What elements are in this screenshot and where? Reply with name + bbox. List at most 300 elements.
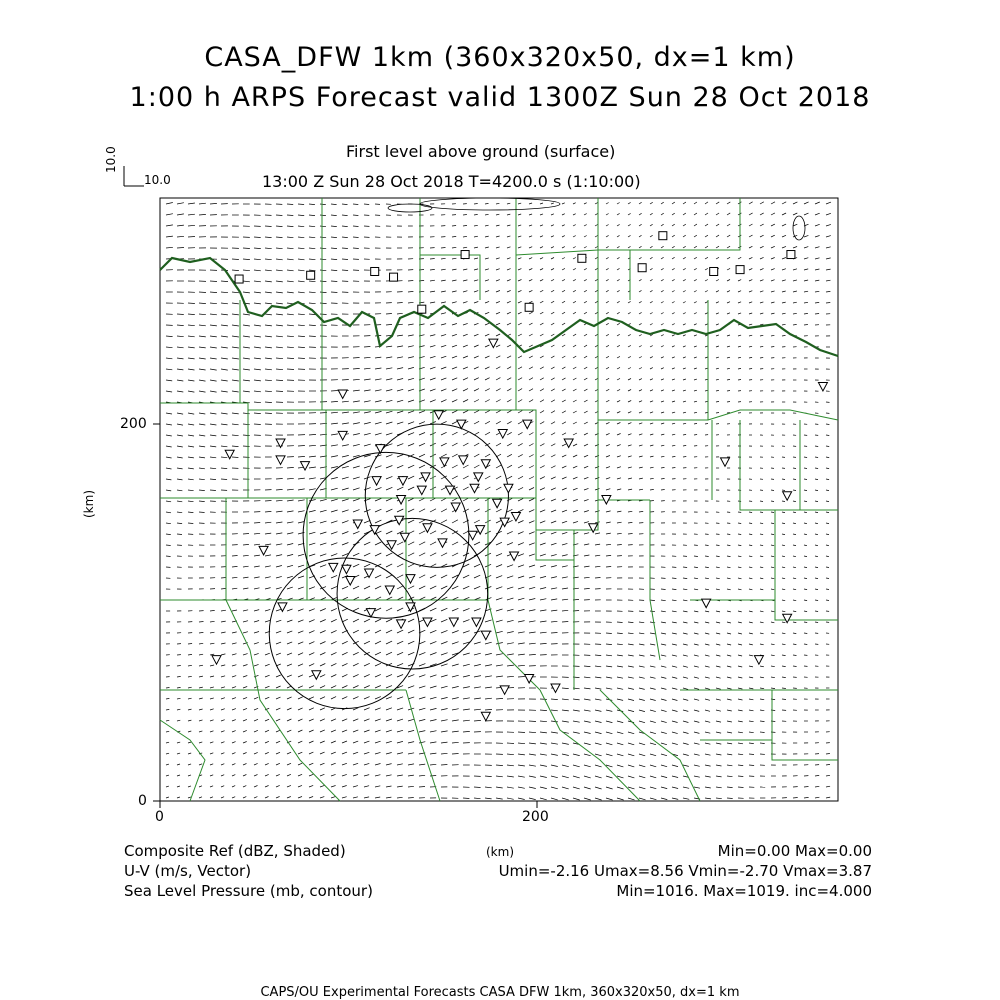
wind-vector bbox=[243, 577, 249, 578]
wind-vector bbox=[210, 709, 214, 710]
wind-vector bbox=[826, 501, 829, 502]
wind-vector bbox=[254, 336, 261, 337]
wind-vector bbox=[573, 710, 580, 711]
wind-vector bbox=[397, 542, 403, 545]
wind-vector bbox=[738, 534, 741, 535]
wind-vector bbox=[760, 246, 764, 248]
wind-vector bbox=[408, 444, 414, 447]
wind-vector bbox=[496, 389, 501, 391]
wind-vector bbox=[408, 742, 414, 743]
wind-vector bbox=[617, 765, 623, 767]
wind-vector bbox=[166, 214, 173, 215]
wind-vector bbox=[342, 270, 348, 271]
wind-vector bbox=[419, 708, 425, 710]
station-marker bbox=[406, 575, 415, 584]
wind-vector bbox=[375, 509, 381, 512]
wind-vector bbox=[540, 378, 544, 380]
wind-vector bbox=[595, 511, 600, 512]
wind-vector bbox=[650, 456, 654, 457]
wind-vector bbox=[309, 532, 315, 534]
wind-vector bbox=[562, 312, 565, 314]
wind-vector bbox=[408, 411, 414, 413]
wind-vector bbox=[452, 280, 457, 281]
wind-vector bbox=[331, 730, 336, 732]
wind-vector bbox=[551, 323, 554, 325]
wind-vector bbox=[199, 687, 203, 688]
wind-vector bbox=[320, 259, 326, 260]
wind-vector bbox=[177, 720, 180, 721]
wind-vector bbox=[507, 565, 513, 567]
wind-vector bbox=[628, 644, 634, 645]
wind-vector bbox=[375, 708, 381, 710]
wind-vector bbox=[815, 446, 818, 447]
wind-vector bbox=[188, 413, 194, 414]
wind-vector bbox=[331, 467, 338, 469]
wind-vector bbox=[243, 534, 249, 535]
wind-vector bbox=[562, 477, 567, 479]
wind-vector bbox=[804, 269, 808, 270]
wind-vector bbox=[166, 391, 172, 392]
wind-vector bbox=[298, 358, 305, 359]
wind-vector bbox=[749, 335, 752, 336]
wind-vector bbox=[716, 589, 720, 590]
wind-vector bbox=[749, 578, 752, 579]
wind-vector bbox=[276, 544, 282, 545]
wind-vector bbox=[584, 787, 591, 789]
square-marker bbox=[787, 251, 795, 259]
wind-vector bbox=[518, 732, 525, 733]
wind-vector bbox=[419, 586, 425, 589]
wind-vector bbox=[606, 312, 609, 314]
wind-vector bbox=[661, 279, 664, 281]
wind-vector bbox=[452, 520, 458, 523]
station-marker bbox=[423, 618, 432, 627]
station-marker bbox=[398, 477, 407, 486]
wind-vector bbox=[265, 588, 271, 589]
wind-vector bbox=[298, 697, 303, 699]
wind-vector bbox=[562, 203, 565, 204]
wind-vector bbox=[716, 357, 719, 358]
wind-vector bbox=[518, 312, 522, 314]
wind-vector bbox=[496, 654, 503, 655]
wind-vector bbox=[331, 281, 337, 282]
wind-vector bbox=[485, 687, 492, 688]
wind-vector bbox=[661, 721, 667, 723]
wind-vector bbox=[386, 433, 392, 435]
wind-vector bbox=[221, 665, 225, 666]
wind-vector bbox=[584, 488, 589, 490]
wind-vector bbox=[540, 334, 543, 336]
wind-vector bbox=[408, 324, 414, 325]
wind-vector bbox=[309, 797, 313, 799]
wind-vector bbox=[562, 566, 568, 567]
wind-vector bbox=[606, 544, 611, 545]
wind-vector bbox=[452, 608, 458, 611]
wind-vector bbox=[617, 356, 620, 358]
wind-vector bbox=[177, 424, 183, 425]
wind-vector bbox=[199, 512, 205, 513]
wind-vector bbox=[617, 798, 624, 800]
wind-vector bbox=[452, 586, 458, 589]
wind-vector bbox=[551, 444, 555, 446]
wind-vector bbox=[507, 269, 511, 270]
wind-vector bbox=[815, 291, 819, 292]
square-marker bbox=[307, 271, 315, 279]
wind-vector bbox=[551, 203, 554, 204]
wind-vector bbox=[232, 380, 239, 381]
wind-vector bbox=[749, 743, 754, 744]
wind-vector bbox=[199, 643, 203, 644]
wind-vector bbox=[826, 754, 830, 755]
wind-vector bbox=[254, 653, 259, 655]
wind-vector bbox=[287, 587, 293, 589]
wind-vector bbox=[364, 347, 370, 348]
wind-vector bbox=[353, 630, 359, 633]
wind-vector bbox=[804, 523, 807, 524]
wind-vector bbox=[210, 753, 213, 754]
level-subtitle: First level above ground (surface) bbox=[346, 142, 616, 161]
wind-vector bbox=[529, 301, 532, 303]
wind-vector bbox=[309, 292, 316, 293]
wind-vector bbox=[749, 512, 752, 513]
wind-vector bbox=[771, 224, 775, 226]
wind-vector bbox=[771, 347, 774, 348]
wind-vector bbox=[551, 765, 558, 767]
wind-vector bbox=[441, 709, 448, 711]
wind-vector bbox=[661, 246, 664, 248]
wind-vector bbox=[353, 786, 358, 787]
wind-vector bbox=[243, 588, 248, 589]
wind-vector bbox=[782, 302, 786, 303]
wind-vector bbox=[749, 313, 752, 314]
wind-vector bbox=[485, 709, 492, 710]
wind-vector bbox=[771, 677, 775, 678]
wind-vector bbox=[650, 489, 654, 490]
wind-vector bbox=[188, 786, 191, 787]
wind-vector bbox=[727, 291, 730, 292]
wind-vector bbox=[760, 257, 764, 259]
wind-vector bbox=[452, 631, 459, 634]
wind-vector bbox=[375, 487, 382, 490]
wind-vector bbox=[661, 202, 664, 204]
wind-vector bbox=[177, 534, 182, 535]
wind-vector bbox=[441, 454, 447, 457]
wind-vector bbox=[309, 675, 314, 677]
station-marker bbox=[385, 586, 394, 595]
wind-vector bbox=[232, 632, 237, 633]
wind-vector bbox=[628, 224, 631, 226]
wind-vector bbox=[430, 764, 436, 765]
wind-vector bbox=[661, 379, 664, 380]
wind-vector bbox=[639, 456, 643, 457]
wind-vector bbox=[265, 325, 272, 326]
wind-vector bbox=[551, 543, 557, 545]
wind-vector bbox=[397, 455, 403, 458]
wind-vector bbox=[221, 621, 226, 622]
wind-vector bbox=[793, 202, 797, 204]
wind-vector bbox=[309, 478, 316, 479]
wind-vector bbox=[419, 443, 425, 446]
wind-vector bbox=[199, 336, 206, 337]
wind-vector bbox=[166, 775, 169, 776]
wind-vector bbox=[485, 676, 492, 677]
wind-vector bbox=[584, 301, 587, 303]
wind-vector bbox=[617, 754, 623, 756]
wind-vector bbox=[177, 336, 184, 337]
wind-vector bbox=[188, 665, 192, 666]
wind-vector bbox=[441, 553, 447, 556]
wind-vector bbox=[430, 259, 435, 260]
wind-vector bbox=[309, 500, 316, 502]
wind-vector bbox=[474, 653, 481, 655]
wind-vector bbox=[463, 236, 467, 237]
wind-vector bbox=[287, 642, 292, 644]
wind-vector bbox=[617, 235, 620, 237]
wind-vector bbox=[595, 721, 602, 723]
wind-vector bbox=[452, 698, 459, 700]
wind-vector bbox=[518, 621, 525, 622]
wind-vector bbox=[463, 345, 468, 347]
wind-vector bbox=[650, 644, 655, 645]
wind-vector bbox=[276, 741, 280, 743]
wind-vector bbox=[331, 797, 336, 798]
wind-vector bbox=[771, 666, 775, 667]
wind-vector bbox=[452, 236, 456, 237]
wind-vector bbox=[639, 787, 645, 789]
wind-vector bbox=[540, 765, 547, 766]
wind-vector bbox=[628, 312, 631, 314]
wind-vector bbox=[496, 520, 502, 523]
wind-vector bbox=[562, 268, 565, 270]
wind-vector bbox=[441, 324, 446, 325]
wind-vector bbox=[771, 622, 774, 623]
wind-vector bbox=[573, 787, 580, 789]
wind-vector bbox=[661, 401, 664, 402]
wind-vector bbox=[694, 279, 697, 281]
wind-vector bbox=[452, 400, 457, 402]
wind-vector bbox=[452, 378, 457, 380]
wind-vector bbox=[738, 257, 741, 259]
wind-vector bbox=[507, 203, 510, 204]
wind-vector bbox=[375, 730, 381, 732]
wind-vector bbox=[617, 301, 620, 303]
wind-vector bbox=[364, 564, 370, 567]
wind-vector bbox=[507, 609, 514, 611]
wind-vector bbox=[375, 786, 380, 787]
wind-vector bbox=[485, 653, 492, 655]
wind-vector bbox=[518, 776, 525, 777]
wind-vector bbox=[749, 346, 752, 347]
wind-vector bbox=[353, 741, 358, 743]
wind-vector bbox=[518, 356, 522, 358]
wind-vector bbox=[573, 466, 577, 468]
wind-vector bbox=[474, 291, 478, 292]
wind-vector bbox=[793, 501, 796, 502]
wind-vector bbox=[529, 389, 533, 391]
wind-vector bbox=[331, 237, 337, 238]
wind-vector bbox=[430, 720, 437, 722]
wind-vector bbox=[397, 379, 403, 381]
wind-vector bbox=[507, 400, 511, 403]
wind-vector bbox=[661, 611, 666, 612]
wind-vector bbox=[474, 334, 479, 336]
wind-vector bbox=[793, 302, 797, 303]
wind-vector bbox=[463, 225, 467, 226]
wind-vector bbox=[485, 312, 489, 314]
wind-vector bbox=[364, 488, 371, 490]
wind-vector bbox=[518, 214, 521, 215]
wind-vector bbox=[716, 776, 722, 777]
wind-vector bbox=[375, 357, 381, 358]
wind-vector bbox=[584, 367, 587, 369]
wind-vector bbox=[342, 697, 347, 699]
wind-vector bbox=[628, 666, 634, 667]
wind-vector bbox=[551, 301, 554, 303]
wind-vector bbox=[397, 400, 403, 402]
wind-vector bbox=[441, 575, 447, 578]
wind-vector bbox=[364, 641, 370, 644]
wind-vector bbox=[540, 565, 546, 567]
wind-vector bbox=[221, 479, 227, 480]
wind-vector bbox=[694, 235, 697, 237]
wind-vector bbox=[375, 553, 381, 556]
wind-vector bbox=[694, 655, 699, 656]
wind-vector bbox=[441, 356, 446, 358]
wind-vector bbox=[221, 578, 226, 579]
wind-vector bbox=[188, 203, 195, 204]
wind-vector bbox=[683, 567, 687, 568]
wind-vector bbox=[419, 641, 425, 644]
wind-vector bbox=[716, 413, 719, 414]
wind-vector bbox=[287, 533, 293, 534]
wind-vector bbox=[782, 313, 786, 314]
wind-vector bbox=[639, 478, 643, 479]
wind-vector bbox=[705, 776, 711, 777]
wind-vector bbox=[617, 279, 620, 281]
wind-vector bbox=[518, 487, 523, 490]
wind-vector bbox=[529, 643, 536, 644]
wind-vector bbox=[463, 687, 470, 688]
wind-vector bbox=[177, 325, 184, 326]
wind-vector bbox=[452, 291, 457, 292]
wind-vector bbox=[232, 797, 235, 798]
wind-vector bbox=[705, 688, 710, 689]
wind-vector bbox=[551, 214, 554, 215]
wind-vector bbox=[210, 720, 214, 721]
wind-vector bbox=[727, 589, 731, 590]
wind-vector bbox=[276, 391, 283, 392]
wind-vector bbox=[496, 609, 503, 611]
wind-vector bbox=[705, 224, 708, 226]
wind-vector bbox=[727, 346, 730, 347]
wind-vector bbox=[826, 424, 829, 425]
wind-vector bbox=[452, 324, 457, 326]
wind-vector bbox=[177, 490, 182, 491]
wind-vector bbox=[298, 730, 302, 732]
wind-vector bbox=[375, 379, 382, 380]
wind-vector bbox=[441, 389, 446, 391]
wind-vector bbox=[287, 511, 294, 512]
wind-vector bbox=[243, 708, 247, 710]
wind-vector bbox=[287, 281, 294, 282]
wind-vector bbox=[551, 279, 554, 281]
wind-vector bbox=[397, 444, 403, 446]
wind-vector bbox=[661, 633, 666, 634]
wind-vector bbox=[518, 743, 525, 744]
wind-vector bbox=[672, 600, 677, 601]
wind-vector bbox=[683, 279, 686, 281]
wind-vector bbox=[551, 411, 555, 413]
wind-vector bbox=[298, 226, 304, 227]
wind-vector bbox=[276, 785, 280, 787]
wind-vector bbox=[254, 566, 260, 567]
wind-vector bbox=[694, 346, 697, 347]
wind-vector bbox=[518, 465, 523, 468]
wind-vector bbox=[364, 542, 370, 545]
wind-vector bbox=[727, 567, 731, 568]
wind-vector bbox=[386, 619, 392, 622]
wind-vector bbox=[309, 336, 316, 337]
wind-vector bbox=[276, 752, 280, 754]
wind-vector bbox=[507, 236, 510, 237]
wind-vector bbox=[265, 270, 272, 271]
wind-vector bbox=[243, 347, 250, 348]
wind-vector bbox=[716, 291, 719, 292]
wind-vector bbox=[617, 655, 623, 656]
wind-vector bbox=[529, 654, 536, 655]
wind-vector bbox=[507, 290, 511, 292]
wind-vector bbox=[815, 578, 818, 579]
wind-vector bbox=[694, 633, 699, 634]
wind-vector bbox=[463, 356, 468, 358]
wind-vector bbox=[419, 465, 425, 468]
wind-vector bbox=[419, 719, 425, 721]
wind-vector bbox=[210, 457, 216, 458]
wind-vector bbox=[265, 369, 272, 370]
wind-vector bbox=[529, 279, 532, 281]
wind-vector bbox=[760, 732, 765, 733]
wind-vector bbox=[672, 798, 678, 799]
wind-vector bbox=[606, 478, 610, 479]
wind-vector bbox=[705, 732, 710, 733]
wind-vector bbox=[584, 466, 588, 468]
wind-vector bbox=[353, 368, 360, 369]
wind-vector bbox=[430, 586, 436, 589]
wind-vector bbox=[474, 664, 481, 666]
wind-vector bbox=[485, 247, 489, 248]
wind-vector bbox=[342, 204, 348, 205]
wind-vector bbox=[551, 433, 555, 435]
wind-vector bbox=[661, 600, 666, 601]
wind-vector bbox=[639, 633, 644, 634]
wind-vector bbox=[639, 677, 645, 678]
wind-vector bbox=[408, 367, 414, 369]
wind-vector bbox=[287, 325, 294, 326]
wind-vector bbox=[430, 367, 436, 369]
wind-vector bbox=[639, 666, 645, 667]
wind-vector bbox=[485, 291, 489, 292]
wind-vector bbox=[496, 225, 500, 226]
wind-vector bbox=[485, 454, 490, 457]
wind-vector bbox=[397, 697, 403, 699]
wind-vector bbox=[199, 347, 206, 348]
wind-vector bbox=[265, 774, 269, 776]
wind-vector bbox=[496, 410, 501, 413]
wind-vector bbox=[485, 345, 489, 347]
wind-vector bbox=[518, 290, 522, 292]
tick-marks bbox=[153, 424, 537, 808]
wind-vector bbox=[177, 413, 183, 414]
